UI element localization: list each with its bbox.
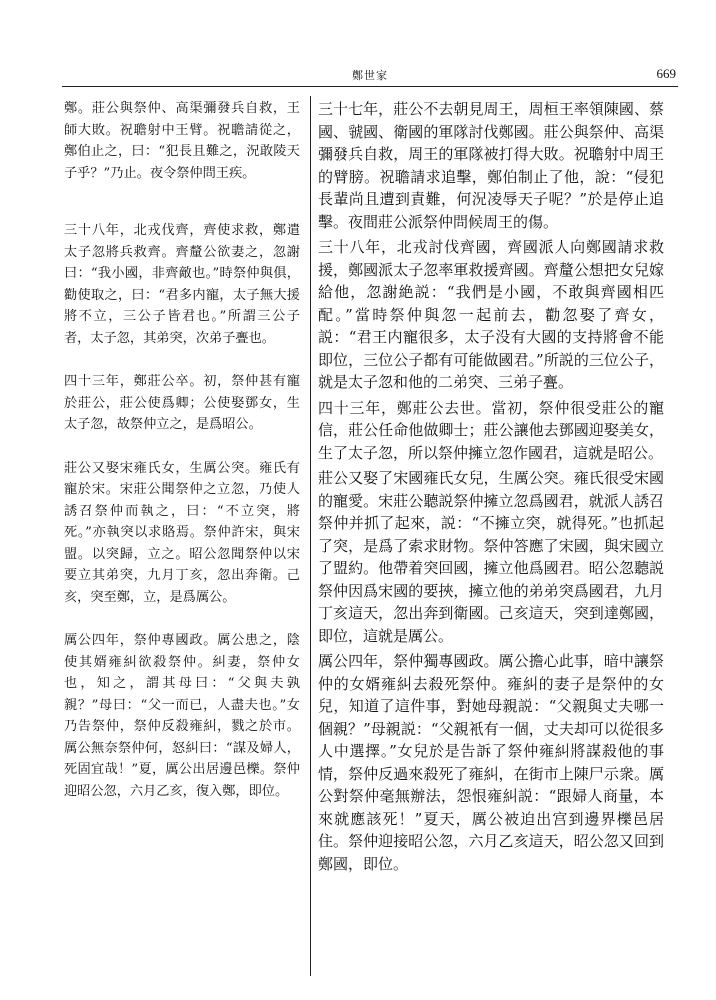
original-paragraph: 三十八年，北戎伐齊，齊使求救，鄭遣太子忽將兵救齊。齊釐公欲妻之，忽謝曰：“我小國，非齊敵也。”時祭仲與俱，勸使取之，曰：“君多内寵，太子無大援將不立，三公子皆君也。”所謂三公子者，太子忽，其弟突，次弟子亹也。 — [64, 223, 300, 346]
translation-paragraph: 莊公又娶了宋國雍氏女兒，生厲公突。雍氏很受宋國的寵愛。宋莊公聽説祭仲擁立忽爲國君，就派人誘召祭仲并抓了起來，説：“不擁立突，就得死。”也抓起了突，是爲了索求財物。祭仲答應了宋國，與宋國立了盟約。他帶着突回國，擁立他爲國君。昭公忽聽説祭仲因爲宋國的要挾，擁立他的弟弟突爲國君，九月丁亥這天，忽出奔到衛國。己亥這天，突到達鄭國，即位，這就是厲公。 — [318, 469, 664, 645]
page-number: 669 — [656, 66, 676, 81]
original-text-column — [64, 98, 300, 824]
translation-column — [318, 98, 664, 875]
running-header — [62, 64, 678, 87]
chapter-title: 鄭世家 — [352, 69, 388, 82]
original-paragraph: 厲公四年，祭仲專國政。厲公患之，陰使其婿雍糾欲殺祭仲。糾妻，祭仲女也，知之，謂其母曰：“父與夫孰親？”母曰：“父一而已，人盡夫也。”女乃告祭仲，祭仲反殺雍糾，戮之於市。厲公無奈祭仲何，怒糾曰：“謀及婦人，死固宜哉！”夏，厲公出居邊邑櫟。祭仲迎昭公忽，六月乙亥，復入鄭，即位。 — [64, 633, 300, 799]
translation-paragraph: 三十八年，北戎討伐齊國，齊國派人向鄭國請求救援，鄭國派太子忽率軍救援齊國。齊釐公想把女兒嫁給他，忽謝絶説：“我們是小國，不敢與齊國相匹配。”當時祭仲與忽一起前去，勸忽娶了齊女，説：“君王内寵很多，太子没有大國的支持將會不能即位，三位公子都有可能做國君。”所説的三位公子，就是太子忽和他的二弟突、三弟子亹。 — [318, 238, 664, 391]
original-paragraph: 四十三年，鄭莊公卒。初，祭仲甚有寵於莊公，莊公使爲卿；公使娶鄧女，生太子忽，故祭仲立之，是爲昭公。 — [64, 374, 300, 432]
column-divider — [310, 96, 311, 976]
original-paragraph: 莊公又娶宋雍氏女，生厲公突。雍氏有寵於宋。宋莊公聞祭仲之立忽，乃使人誘召祭仲而執之，曰：“不立突，將死。”亦執突以求賂焉。祭仲許宋，與宋盟。以突歸，立之。昭公忽聞祭仲以宋要立其弟突，九月丁亥，忽出奔衛。己亥，突至鄭，立，是爲厲公。 — [64, 460, 300, 605]
translation-paragraph: 四十三年，鄭莊公去世。當初，祭仲很受莊公的寵信，莊公任命他做卿士；莊公讓他去鄧國迎娶美女，生了太子忽，所以祭仲擁立忽作國君，這就是昭公。 — [318, 398, 664, 462]
translation-paragraph: 厲公四年，祭仲獨專國政。厲公擔心此事，暗中讓祭仲的女婿雍糾去殺死祭仲。雍糾的妻子是祭仲的女兒，知道了這件事，對她母親説：“父親與丈夫哪一個親？”母親説：“父親衹有一個，丈夫却可以從很多人中選擇。”女兒於是告訴了祭仲雍糾將謀殺他的事情，祭仲反過來殺死了雍糾，在街市上陳尸示衆。厲公對祭仲毫無辦法，怨恨雍糾説：“跟婦人商量，本來就應該死！”夏天，厲公被迫出宫到邊界櫟邑居住。祭仲迎接昭公忽，六月乙亥這天，昭公忽又回到鄭國，即位。 — [318, 652, 664, 873]
original-paragraph: 鄭。莊公與祭仲、高渠彌發兵自救，王師大敗。祝聸射中王臂。祝聸請從之，鄭伯止之，曰：“犯長且難之，況敢陵天子乎？”乃止。夜令祭仲問王疾。 — [64, 101, 300, 181]
translation-paragraph: 三十七年，莊公不去朝見周王，周桓王率領陳國、蔡國、虢國、衛國的軍隊討伐鄭國。莊公與祭仲、高渠彌發兵自救，周王的軍隊被打得大敗。祝聸射中周王的臂膀。祝聸請求追擊，鄭伯制止了他，說：“侵犯長輩尚且遭到責難，何況凌辱天子呢？”於是停止追擊。夜間莊公派祭仲問候周王的傷。 — [318, 100, 664, 231]
